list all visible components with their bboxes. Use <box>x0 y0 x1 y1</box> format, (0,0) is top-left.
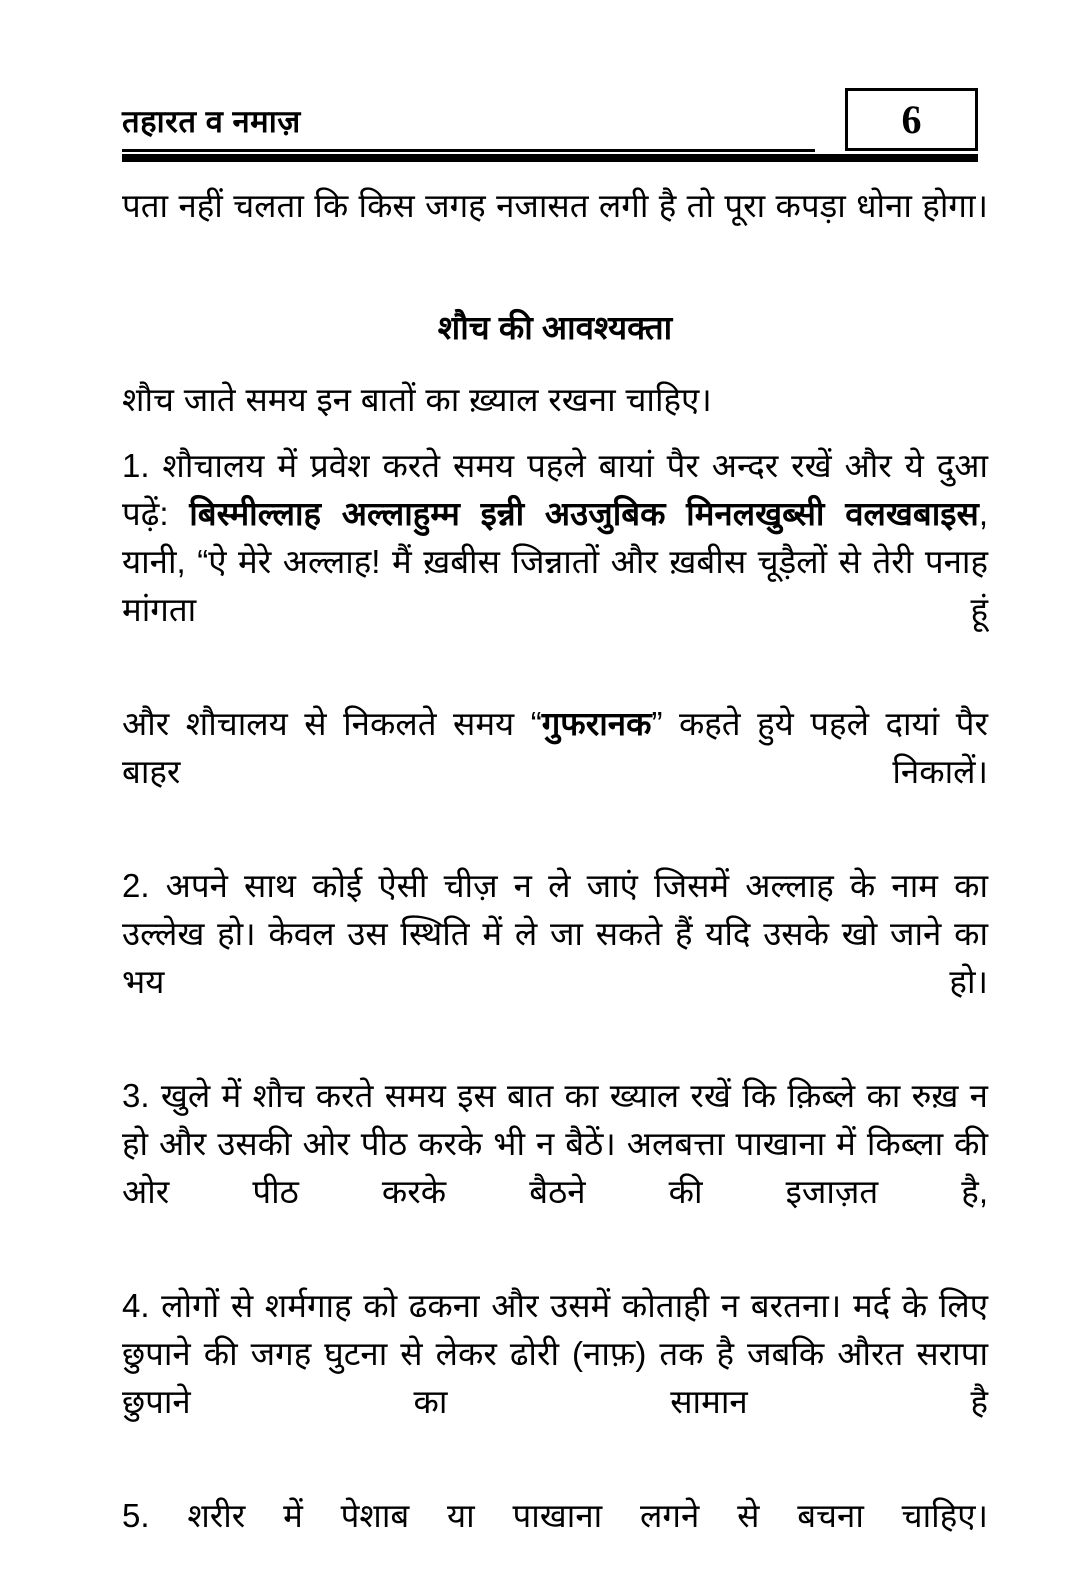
list-item <box>122 442 988 682</box>
section-heading: शौच की आवश्यक्ता <box>437 309 673 346</box>
page-header <box>0 88 1086 168</box>
running-title: तहारत व नमाज़ <box>122 104 301 139</box>
list-item <box>122 1492 988 1588</box>
page-number-box <box>845 88 978 151</box>
header-rule-thin <box>122 149 815 152</box>
numbered-items-list <box>122 442 988 1588</box>
emphasis-text: बिस्मील्लाह अल्लाहुम्म इन्नी अउजुबिक मिनलखुब्सी वलखबाइस <box>189 495 979 532</box>
header-rule-thick <box>122 154 978 162</box>
intro-paragraph: पता नहीं चलता कि किस जगह नजासत लगी है तो पूरा कपड़ा धोना होगा। <box>122 187 988 224</box>
body-text: 3. खुले में शौच करते समय इस बात का ख्याल रखें कि क़िब्ले का रुख़ न हो और उसकी ओर पीठ करके भी न बैठें। अलबत्ता पाखाना में किब्ला की ओर पीठ करके बैठने की इजाज़त है, <box>122 1077 988 1210</box>
lead-line: शौच जाते समय इन बातों का ख़्याल रखना चाहिए। <box>122 381 712 418</box>
list-item <box>122 1282 988 1474</box>
body-text: 5. शरीर में पेशाब या पाखाना लगने से बचना चाहिए। <box>122 1497 988 1534</box>
emphasis-text: गुफरानक <box>541 705 652 742</box>
body-text: 2. अपने साथ कोई ऐसी चीज़ न ले जाएं जिसमें अल्लाह के नाम का उल्लेख हो। केवल उस स्थिति में ले जा सकते हैं यदि उसके खो जाने का भय हो। <box>122 867 988 1000</box>
body-text: 1. शौचालय में प्रवेश करते समय पहले बायां पैर अन्दर रखें और ये दुआ पढ़ें: <box>122 447 988 532</box>
body-text: और शौचालय से निकलते समय “ <box>122 705 542 742</box>
page-content <box>122 182 988 1588</box>
list-item <box>122 862 988 1054</box>
body-text: ” कहते हुये पहले दायां पैर बाहर निकालें। <box>122 705 988 790</box>
page-number: 6 <box>901 96 922 142</box>
body-text: , यानी, “ऐ मेरे अल्लाह! मैं ख़बीस जिन्नातों और ख़बीस चूड़ैलों से तेरी पनाह मांगता हूं <box>122 495 988 628</box>
list-item <box>122 700 988 844</box>
body-text: 4. लोगों से शर्मगाह को ढकना और उसमें कोताही न बरतना। मर्द के लिए छुपाने की जगह घुटना से लेकर ढोरी (नाफ़) तक है जबकि औरत सरापा छुपाने का सामान है <box>122 1287 988 1420</box>
list-item <box>122 1072 988 1264</box>
